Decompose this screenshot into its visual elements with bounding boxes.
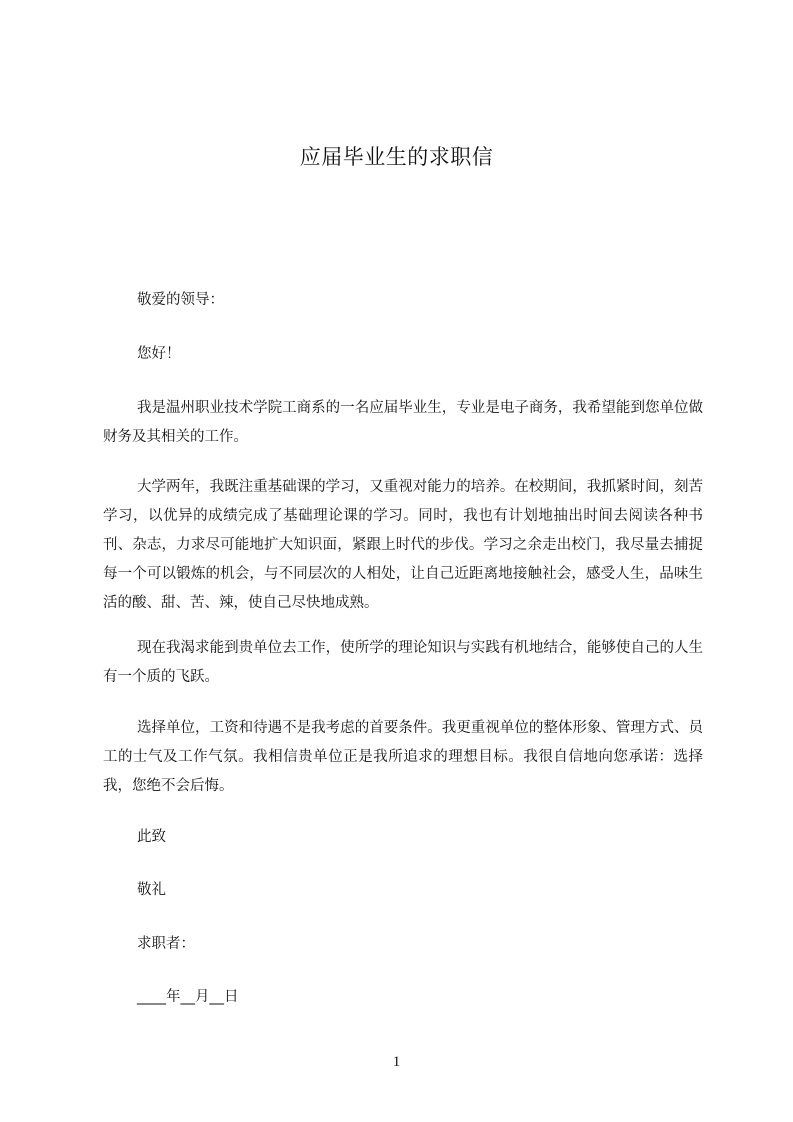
body-paragraph-1: 我是温州职业技术学院工商系的一名应届毕业生，专业是电子商务，我希望能到您单位做财务及其相关的工作。 (103, 400, 703, 445)
greeting-line: 敬爱的领导： (137, 292, 224, 308)
signature-line: 求职者： (137, 936, 195, 952)
salutation-line: 您好！ (137, 346, 181, 362)
document-title: 应届毕业生的求职信 (299, 145, 494, 169)
date-line: ____年__月__日 (137, 989, 239, 1005)
body-paragraph-2: 大学两年，我既注重基础课的学习，又重视对能力的培养。在校期间，我抓紧时间，刻苦学习，以优异的成绩完成了基础理论课的学习。同时，我也有计划地抽出时间去阅读各种书刊、杂志，力求尽可能地扩大知识面，紧跟上时代的步伐。学习之余走出校门，我尽量去捕捉每一个可以锻炼的机会，与不同层次的人相处，让自己近距离地接触社会，感受人生，品味生活的酸、甜、苦、辣，使自己尽快地成熟。 (103, 479, 703, 611)
body-paragraph-4: 选择单位，工资和待遇不是我考虑的首要条件。我更重视单位的整体形象、管理方式、员工的士气及工作气氛。我相信贵单位正是我所追求的理想目标。我很自信地向您承诺：选择我，您绝不会后悔。 (103, 720, 703, 794)
closing-line-2: 敬礼 (137, 882, 166, 898)
body-paragraph-3: 现在我渴求能到贵单位去工作，使所学的理论知识与实践有机地结合，能够使自己的人生有一个质的飞跃。 (103, 640, 703, 685)
page-number: 1 (392, 1054, 401, 1070)
closing-line-1: 此致 (137, 829, 166, 845)
